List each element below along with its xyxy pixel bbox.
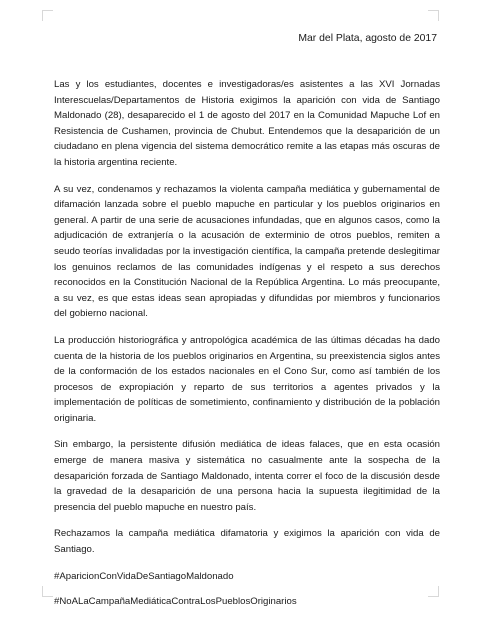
paragraph-rejection: Rechazamos la campaña mediática difamatoria y exigimos la aparición con vida de Santiago. bbox=[54, 528, 440, 556]
letter-body bbox=[54, 77, 440, 620]
crop-mark-top-left bbox=[42, 10, 53, 21]
hashtag-aparicion: #AparicionConVidaDeSantiagoMaldonado bbox=[54, 570, 234, 582]
paragraph-historiography: La producción historiográfica y antropológica académica de las últimas décadas ha dado cuenta de la historia de los pueblos originarios en Argentina, su preexistencia siglos antes de la conformación de los estados nacionales en el Cono Sur, como así también de los procesos de expropiación y reparto de sus territorios a agentes privados y la implementación de políticas de sometimiento, confinamiento y distribución de la población originaria. bbox=[54, 334, 440, 424]
paragraph-condemnation: A su vez, condenamos y rechazamos la violenta campaña mediática y gubernamental de difamación lanzada sobre el pueblo mapuche en particular y los pueblos originarios en general. A partir de una serie de acusaciones infundadas, que en algunos casos, como la adjudicación de extranjería o la acusación de exterminio de otros pueblos, remiten a seudo teorías invalidadas por la investigación científica, la campaña pretende deslegitimar los genuinos reclamos de las comunidades indígenas y el respeto a sus derechos reconocidos en la Constitución Nacional de la República Argentina. Lo más preocupante, a su vez, es que estas ideas sean apropiadas y difundidas por miembros y funcionarios del gobierno nacional. bbox=[54, 183, 440, 320]
date-line: Mar del Plata, agosto de 2017 bbox=[298, 33, 437, 44]
paragraph-demand: Las y los estudiantes, docentes e investigadoras/es asistentes a las XVI Jornadas Interescuelas/Departamentos de Historia exigimos la aparición con vida de Santiago Maldonado (28), desaparecido el 1 de agosto del 2017 en la Comunidad Mapuche Lof en Resistencia de Cushamen, provincia de Chubut. Entendemos que la desaparición de un ciudadano en plena vigencia del sistema democrático remite a las etapas más oscuras de la historia argentina reciente. bbox=[54, 79, 440, 168]
crop-mark-bottom-left bbox=[42, 586, 53, 597]
crop-mark-top-right bbox=[428, 10, 439, 21]
paragraph-media-diffusion: Sin embargo, la persistente difusión mediática de ideas falaces, que en esta ocasión emerge de manera masiva y sistemática no casualmente ante la sospecha de la desaparición forzada de Santiago Maldonado, intenta correr el foco de la discusión desde la gravedad de la desaparición de una persona hacia la supuesta ilegitimidad de la presencia del pueblo mapuche en nuestro país. bbox=[54, 439, 440, 513]
hashtag-campana: #NoALaCampañaMediáticaContraLosPueblosOriginarios bbox=[54, 596, 297, 608]
